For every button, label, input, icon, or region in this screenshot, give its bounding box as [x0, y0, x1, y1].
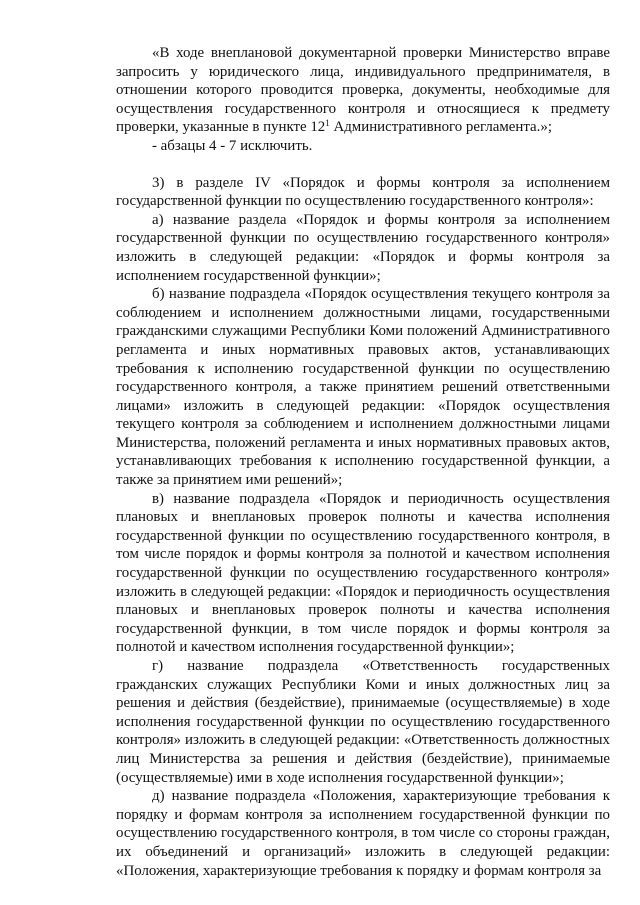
paragraph-item-v: в) название подраздела «Порядок и периодичность осуществления плановых и внеплановых проверок полноты и качества исполнения государственной функции по осуществлению государственного контроля, в том числе порядок и формы контроля за полнотой и качеством исполнения государственной функции по осуществлению государственного контроля» изложить в следующей редакции: «Порядок и периодичность осуществления плановых и внеплановых проверок полноты и качества исполнения государственной функции, в том числе порядок и формы контроля за полнотой и качеством исполнения государственной функции»; — [116, 490, 610, 656]
document-page — [116, 44, 610, 880]
paragraph-item-d: д) название подраздела «Положения, характеризующие требования к порядку и формам контроля за исполнением государственной функции по осуществлению государственного контроля, в том числе со стороны граждан, их объединений и организаций» изложить в следующей редакции: «Положения, характеризующие требования к порядку и формам контроля за — [116, 788, 610, 879]
paragraph-text: «В ходе внеплановой документарной проверки Министерство вправе запросить у юридического лица, индивидуального предпринимателя, в отношении которого проводится проверка, документы, необходимые для осуществления государственного контроля и относящиеся к предмету проверки, указанные в пункте 12 — [116, 45, 610, 136]
paragraph-item-b: б) название подраздела «Порядок осуществления текущего контроля за соблюдением и исполнением должностными лицами, государственными гражданскими служащими Республики Коми положений Административного регламента и иных нормативных правовых актов, устанавливающих требования к исполнению государственной функции по осуществлению государственного контроля, а также принятием решений ответственными лицами» изложить в следующей редакции: «Порядок осуществления текущего контроля за соблюдением и исполнением должностными лицами Министерства, положений регламента и иных нормативных правовых актов, устанавливающих требования к исполнению государственной функции, а также за принятием ими решений»; — [116, 286, 610, 489]
paragraph-text: Административного регламента.»; — [329, 119, 552, 136]
paragraph-item-g: г) название подраздела «Ответственность государственных гражданских служащих Республики Коми и иных должностных лиц за решения и действия (бездействие), принимаемые (осуществляемые) в ходе исполнения государственной функции по осуществлению государственного контроля» изложить в следующей редакции: «Ответственность должностных лиц Министерства за решения и действия (бездействие), принимаемые (осуществляемые) ими в ходе исполнения государственной функции»; — [116, 658, 610, 786]
paragraph-exclusion: - абзацы 4 - 7 исключить. — [152, 137, 313, 154]
paragraph-item-a: а) название раздела «Порядок и формы контроля за исполнением государственной функции по осуществлению государственного контроля» изложить в следующей редакции: «Порядок и формы контроля за исполнением государственной функции»; — [116, 211, 610, 284]
paragraph-section-iv: 3) в разделе IV «Порядок и формы контроля за исполнением государственной функции по осуществлению государственного контроля»: — [116, 174, 610, 210]
superscript: 1 — [325, 118, 330, 129]
paragraph-inspection-request — [116, 44, 610, 137]
